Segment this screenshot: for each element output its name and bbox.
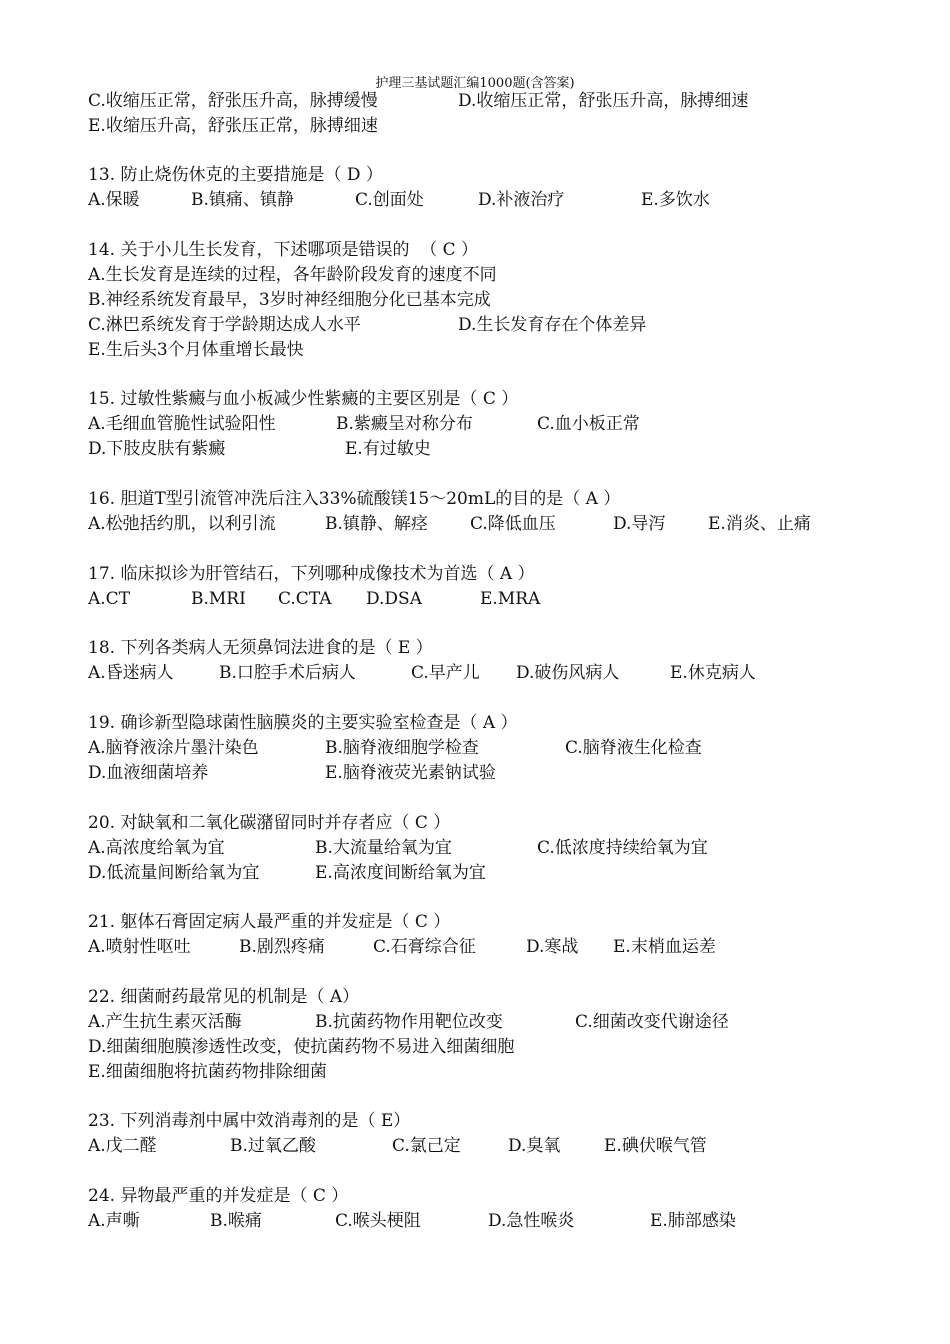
option-a: A.喷射性呕吐	[88, 937, 191, 957]
question-stem: 15. 过敏性紫癜与血小板减少性紫癜的主要区别是（ C ）	[88, 389, 519, 409]
option-d: D.臭氧	[508, 1136, 561, 1156]
option-b: B.MRI	[191, 589, 246, 609]
option-a: A.保暖	[88, 190, 140, 210]
option-row	[88, 413, 868, 435]
option-c: C.降低血压	[470, 514, 556, 534]
option-c: C.CTA	[278, 589, 332, 609]
question-stem: 19. 确诊新型隐球菌性脑膜炎的主要实验室检查是（ A ）	[88, 713, 518, 733]
option-row	[88, 762, 868, 784]
option-c: C.喉头梗阻	[335, 1211, 421, 1231]
option-e: E.脑脊液荧光素钠试验	[325, 763, 496, 783]
question-stem: 13. 防止烧伤休克的主要措施是（ D ）	[88, 165, 383, 185]
question-stem: 16. 胆道T型引流管冲洗后注入33%硫酸镁15～20mL的目的是（ A ）	[88, 489, 621, 509]
option-e: E.有过敏史	[345, 439, 431, 459]
option-row	[88, 1011, 868, 1033]
option-e: E.肺部感染	[650, 1211, 736, 1231]
option-d: D.血液细菌培养	[88, 763, 209, 783]
option-d: D.补液治疗	[478, 190, 565, 210]
option-e: E.MRA	[480, 589, 541, 609]
option-d: D.寒战	[526, 937, 579, 957]
question-stem: 22. 细菌耐药最常见的机制是（ A）	[88, 987, 360, 1007]
option-b: B.大流量给氧为宜	[315, 838, 452, 858]
option-a: A.毛细血管脆性试验阳性	[88, 414, 276, 434]
option-a: A.高浓度给氧为宜	[88, 838, 225, 858]
option-a: A.松弛括约肌，以利引流	[88, 514, 276, 534]
option-row	[88, 1135, 868, 1157]
option-d: D.低流量间断给氧为宜	[88, 863, 260, 883]
option-a: A.脑脊液涂片墨汁染色	[88, 738, 259, 758]
option-a: A.CT	[88, 589, 131, 609]
option-d: D.破伤风病人	[516, 663, 620, 683]
question-stem: 17. 临床拟诊为肝管结石，下列哪种成像技术为首选（ A ）	[88, 564, 535, 584]
option-b: B.脑脊液细胞学检查	[325, 738, 479, 758]
option-a: A.戊二醛	[88, 1136, 157, 1156]
option-e: E.收缩压升高，舒张压正常，脉搏细速	[88, 116, 378, 136]
option-e: E.高浓度间断给氧为宜	[315, 863, 486, 883]
option-d: D.收缩压正常，舒张压升高，脉搏细速	[458, 91, 749, 111]
option-d: D.下肢皮肤有紫癜	[88, 439, 226, 459]
question-stem: 23. 下列消毒剂中属中效消毒剂的是（ E）	[88, 1111, 411, 1131]
option-b: B.口腔手术后病人	[219, 663, 356, 683]
option-c: C.石膏综合征	[373, 937, 476, 957]
option-c: C.血小板正常	[537, 414, 640, 434]
option-d: D.生长发育存在个体差异	[458, 315, 647, 335]
option-row	[88, 936, 868, 958]
option-e: E.生后头3个月体重增长最快	[88, 340, 304, 360]
option-c: C.低浓度持续给氧为宜	[537, 838, 708, 858]
option-row	[88, 513, 868, 535]
question-stem: 20. 对缺氧和二氧化碳潴留同时并存者应（ C ）	[88, 813, 451, 833]
option-b: B.神经系统发育最早，3岁时神经细胞分化已基本完成	[88, 290, 491, 310]
option-a: A.产生抗生素灭活酶	[88, 1012, 242, 1032]
option-e: E.末梢血运差	[613, 937, 716, 957]
option-row	[88, 737, 868, 759]
option-c: C.淋巴系统发育于学龄期达成人水平	[88, 315, 361, 335]
option-row	[88, 862, 868, 884]
option-b: B.镇痛、镇静	[191, 190, 294, 210]
option-b: B.抗菌药物作用靶位改变	[315, 1012, 503, 1032]
option-c: C.氯己定	[392, 1136, 461, 1156]
option-b: B.镇静、解痉	[325, 514, 428, 534]
option-c: C.收缩压正常，舒张压升高，脉搏缓慢	[88, 91, 378, 111]
question-stem: 21. 躯体石膏固定病人最严重的并发症是（ C ）	[88, 912, 451, 932]
question-stem: 24. 异物最严重的并发症是（ C ）	[88, 1186, 349, 1206]
option-c: C.创面处	[355, 190, 424, 210]
option-c: C.脑脊液生化检查	[565, 738, 702, 758]
option-b: B.过氧乙酸	[230, 1136, 316, 1156]
option-row	[88, 662, 868, 684]
option-a: A.昏迷病人	[88, 663, 174, 683]
option-b: B.剧烈疼痛	[239, 937, 325, 957]
option-row	[88, 837, 868, 859]
question-stem: 18. 下列各类病人无须鼻饲法进食的是（ E ）	[88, 638, 433, 658]
option-e: E.多饮水	[641, 190, 710, 210]
option-row	[88, 1210, 868, 1232]
option-e: E.细菌细胞将抗菌药物排除细菌	[88, 1062, 327, 1082]
option-e: E.消炎、止痛	[708, 514, 811, 534]
option-d: D.细菌细胞膜渗透性改变，使抗菌药物不易进入细菌细胞	[88, 1037, 515, 1057]
question-stem: 14. 关于小儿生长发育，下述哪项是错误的 （ C ）	[88, 240, 479, 260]
option-a: A.声嘶	[88, 1211, 140, 1231]
option-a: A.生长发育是连续的过程，各年龄阶段发育的速度不同	[88, 265, 497, 285]
option-row	[88, 314, 868, 336]
option-d: D.急性喉炎	[488, 1211, 575, 1231]
option-row	[88, 90, 868, 112]
option-c: C.早产儿	[411, 663, 480, 683]
option-e: E.碘伏喉气管	[604, 1136, 707, 1156]
option-e: E.休克病人	[670, 663, 756, 683]
option-c: C.细菌改变代谢途径	[575, 1012, 729, 1032]
option-b: B.紫癜呈对称分布	[336, 414, 473, 434]
option-row	[88, 189, 868, 211]
option-row	[88, 438, 868, 460]
page-header: 护理三基试题汇编1000题(含答案)	[375, 76, 575, 91]
option-d: D.DSA	[366, 589, 422, 609]
option-row	[88, 588, 868, 610]
option-b: B.喉痛	[210, 1211, 262, 1231]
option-d: D.导泻	[613, 514, 666, 534]
